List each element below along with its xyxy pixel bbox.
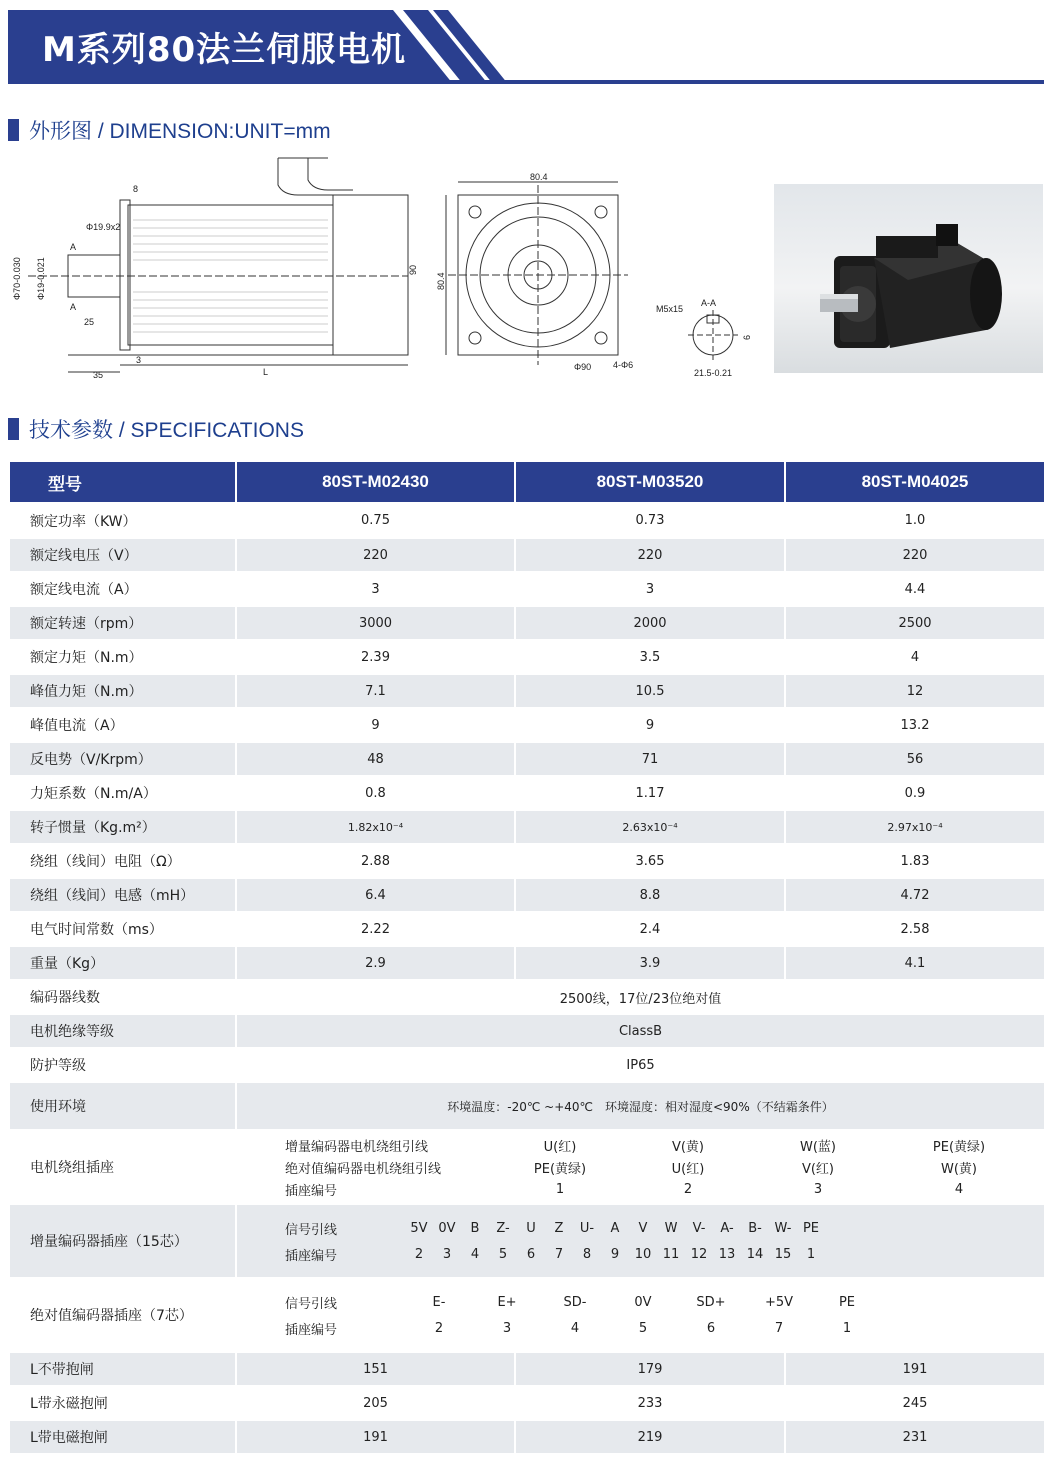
inc-signal-cell: A [610, 1220, 620, 1236]
inc-signal-cell: B [470, 1220, 480, 1236]
dim-6: 6 [742, 334, 752, 340]
cell: 4 [786, 641, 1044, 673]
winding-label: 电机绕组插座 [10, 1131, 235, 1203]
inc-signal-cell: W [664, 1220, 678, 1236]
cell: 2.58 [786, 913, 1044, 945]
winding-val: PE(黄绿) [533, 1161, 587, 1177]
abs-pin-cell: 1 [842, 1320, 852, 1336]
cell: 0.9 [786, 777, 1044, 809]
table-row [10, 1131, 1044, 1203]
abs-pin-cell: 4 [570, 1320, 580, 1336]
dim-25: 25 [84, 317, 95, 327]
inc-pin-cell: 9 [610, 1246, 620, 1262]
cell: 0.73 [516, 504, 784, 537]
winding-val: V(红) [801, 1161, 835, 1177]
title-banner [8, 10, 1044, 84]
winding-key: 插座编号 [285, 1183, 338, 1199]
table-row [10, 913, 1044, 945]
cell: 0.8 [237, 777, 514, 809]
cell: 191 [237, 1421, 514, 1453]
table-row [10, 539, 1044, 571]
dim-holes: 4-Φ6 [613, 360, 634, 370]
winding-row-2 [237, 1156, 1044, 1178]
cell: 1.17 [516, 777, 784, 809]
row-label: 力矩系数（N.m/A） [10, 777, 235, 809]
inc-signal-cell: B- [748, 1220, 762, 1236]
header-model-3: 80ST-M04025 [786, 462, 1044, 502]
cell: 71 [516, 743, 784, 775]
cell: 10.5 [516, 675, 784, 707]
dim-key: Φ19.9x2 [86, 222, 121, 232]
abs-encoder-label: 绝对值编码器插座（7芯） [10, 1279, 235, 1351]
dim-3: 3 [136, 355, 142, 365]
heading-bar [8, 418, 19, 440]
row-label: 重量（Kg） [10, 947, 235, 979]
dimension-drawing [8, 150, 768, 385]
dimension-heading [8, 115, 331, 145]
row-label: 额定功率（KW） [10, 504, 235, 537]
row-label: 峰值电流（A） [10, 709, 235, 741]
table-row [10, 1049, 1044, 1081]
winding-block [237, 1131, 1044, 1203]
row-label: 防护等级 [10, 1049, 235, 1081]
dim-a-top: A [70, 242, 77, 252]
header-model: 型号 [10, 462, 235, 502]
abs-pin-cell: 6 [706, 1320, 716, 1336]
cell: 151 [237, 1353, 514, 1385]
table-row [10, 845, 1044, 877]
cell: 3 [237, 573, 514, 605]
table-row [10, 607, 1044, 639]
row-label: L带永磁抱闸 [10, 1387, 235, 1419]
winding-key: 绝对值编码器电机绕组引线 [285, 1161, 442, 1177]
inc-pin-cell: 4 [470, 1246, 480, 1262]
abs-encoder-block [237, 1279, 1044, 1351]
inc-pin-cell: 2 [414, 1246, 424, 1262]
inc-signal-cell: Z- [496, 1220, 510, 1236]
cell: 220 [516, 539, 784, 571]
cell: 3.5 [516, 641, 784, 673]
inc-pin-cell: 5 [498, 1246, 508, 1262]
inc-pin-cell: 12 [690, 1246, 708, 1262]
inc-pin-cell: 14 [746, 1246, 764, 1262]
cell: 9 [237, 709, 514, 741]
inc-pin-key: 插座编号 [285, 1248, 338, 1264]
abs-signal-cell: PE [838, 1294, 856, 1310]
table-row [10, 1387, 1044, 1419]
abs-pin-row [237, 1315, 1044, 1341]
inc-signal-cell: PE [802, 1220, 820, 1236]
abs-pins [405, 1321, 881, 1336]
table-row [10, 573, 1044, 605]
dim-19: Φ19-0.021 [36, 257, 46, 300]
cell: 1.83 [786, 845, 1044, 877]
cell: 48 [237, 743, 514, 775]
cell: 220 [237, 539, 514, 571]
abs-signal-row [237, 1289, 1044, 1315]
inc-signal-cell: W- [774, 1220, 792, 1236]
winding-val: 2 [683, 1181, 693, 1197]
page-title: M系列80法兰伺服电机 [42, 30, 407, 70]
winding-val: 3 [813, 1181, 823, 1197]
cell: 191 [786, 1353, 1044, 1385]
specifications-heading-text: 技术参数 / SPECIFICATIONS [29, 419, 304, 442]
inc-pin-cell: 10 [634, 1246, 652, 1262]
row-label: 编码器线数 [10, 981, 235, 1013]
cell: 8.8 [516, 879, 784, 911]
inc-signal-cell: A- [720, 1220, 734, 1236]
cell: 220 [786, 539, 1044, 571]
cell: 2.22 [237, 913, 514, 945]
cell: 179 [516, 1353, 784, 1385]
row-label: 使用环境 [10, 1083, 235, 1129]
abs-signal-cell: SD- [563, 1294, 587, 1310]
cell: 233 [516, 1387, 784, 1419]
table-row [10, 1353, 1044, 1385]
inc-pin-cell: 13 [718, 1246, 736, 1262]
table-row [10, 947, 1044, 979]
table-row [10, 777, 1044, 809]
row-label: 额定线电压（V） [10, 539, 235, 571]
winding-val: 1 [555, 1181, 565, 1197]
inc-pins [405, 1247, 825, 1262]
inc-signals [405, 1221, 825, 1236]
dim-aa: A-A [701, 298, 717, 308]
cell: 2.9 [237, 947, 514, 979]
winding-val: PE(黄绿) [932, 1139, 986, 1155]
table-row [10, 811, 1044, 843]
abs-signal-cell: E- [432, 1294, 446, 1310]
table-row [10, 879, 1044, 911]
cell: 245 [786, 1387, 1044, 1419]
dim-phi90: Φ90 [574, 362, 592, 372]
cell: 13.2 [786, 709, 1044, 741]
abs-signal-cell: +5V [764, 1294, 794, 1310]
table-row [10, 743, 1044, 775]
inc-pin-cell: 15 [774, 1246, 792, 1262]
merged-cell: 2500线，17位/23位绝对值 [237, 981, 1044, 1013]
inc-signal-cell: 0V [438, 1220, 456, 1236]
table-row [10, 1015, 1044, 1047]
winding-val: 4 [954, 1181, 964, 1197]
cell: 1.82x10⁻⁴ [237, 811, 514, 843]
dim-l: L [263, 367, 269, 377]
abs-signal-cell: E+ [497, 1294, 517, 1310]
abs-signal-cell: SD+ [696, 1294, 726, 1310]
inc-signal-cell: U- [579, 1220, 595, 1236]
cell: 4.4 [786, 573, 1044, 605]
cell: 231 [786, 1421, 1044, 1453]
merged-cell: 环境温度：-20℃ ~+40℃ 环境湿度：相对湿度<90%（不结霜条件） [237, 1083, 1044, 1129]
table-row [10, 1279, 1044, 1351]
row-label: 电气时间常数（ms） [10, 913, 235, 945]
inc-signal-cell: Z [554, 1220, 564, 1236]
specifications-heading [8, 414, 304, 444]
cell: 205 [237, 1387, 514, 1419]
merged-cell: IP65 [237, 1049, 1044, 1081]
row-label: 峰值力矩（N.m） [10, 675, 235, 707]
header-model-1: 80ST-M02430 [237, 462, 514, 502]
row-label: 转子惯量（Kg.m²） [10, 811, 235, 843]
cell: 4.72 [786, 879, 1044, 911]
abs-pin-cell: 3 [502, 1320, 512, 1336]
table-row [10, 981, 1044, 1013]
motor-photo [774, 184, 1043, 373]
abs-signal-cell: 0V [634, 1294, 652, 1310]
cell: 2.88 [237, 845, 514, 877]
dim-35: 35 [93, 370, 104, 380]
cell: 2000 [516, 607, 784, 639]
cell: 3.65 [516, 845, 784, 877]
winding-val: U(红) [543, 1139, 577, 1155]
row-label: L不带抱闸 [10, 1353, 235, 1385]
inc-signal-key: 信号引线 [285, 1222, 338, 1238]
dim-804-top: 80.4 [530, 172, 548, 182]
dim-90: 90 [408, 264, 418, 275]
row-label: 额定转速（rpm） [10, 607, 235, 639]
winding-val: U(红) [671, 1161, 705, 1177]
inc-encoder-block [237, 1205, 1044, 1277]
table-row [10, 504, 1044, 537]
cell: 2.63x10⁻⁴ [516, 811, 784, 843]
dim-215: 21.5-0.21 [694, 368, 733, 378]
row-label: L带电磁抱闸 [10, 1421, 235, 1453]
inc-signal-cell: V- [692, 1220, 706, 1236]
abs-pin-cell: 5 [638, 1320, 648, 1336]
table-row [10, 1083, 1044, 1129]
table-header-row [10, 462, 1044, 502]
heading-bar [8, 119, 19, 141]
inc-encoder-label: 增量编码器插座（15芯） [10, 1205, 235, 1277]
inc-pin-cell: 7 [554, 1246, 564, 1262]
dim-804-side: 80.4 [436, 272, 446, 290]
cell: 56 [786, 743, 1044, 775]
inc-signal-cell: U [526, 1220, 536, 1236]
cell: 6.4 [237, 879, 514, 911]
winding-row-3 [237, 1178, 1044, 1200]
row-label: 反电势（V/Krpm） [10, 743, 235, 775]
winding-row-1 [237, 1134, 1044, 1156]
cell: 3.9 [516, 947, 784, 979]
cell: 4.1 [786, 947, 1044, 979]
cell: 2.97x10⁻⁴ [786, 811, 1044, 843]
abs-signal-key: 信号引线 [285, 1296, 338, 1312]
table-row [10, 675, 1044, 707]
winding-val: V(黄) [671, 1139, 705, 1155]
inc-signal-cell: V [638, 1220, 648, 1236]
dim-a-bottom: A [70, 302, 77, 312]
cell: 2.39 [237, 641, 514, 673]
cell: 9 [516, 709, 784, 741]
inc-pin-cell: 8 [582, 1246, 592, 1262]
inc-pin-cell: 3 [442, 1246, 452, 1262]
cell: 1.0 [786, 504, 1044, 537]
cell: 3 [516, 573, 784, 605]
header-model-2: 80ST-M03520 [516, 462, 784, 502]
winding-val: W(黄) [941, 1161, 977, 1177]
inc-pin-cell: 11 [662, 1246, 680, 1262]
abs-pin-cell: 2 [434, 1320, 444, 1336]
inc-signal-cell: 5V [410, 1220, 428, 1236]
merged-cell: ClassB [237, 1015, 1044, 1047]
cell: 2.4 [516, 913, 784, 945]
row-label: 额定力矩（N.m） [10, 641, 235, 673]
dim-m5: M5x15 [656, 304, 684, 314]
row-label: 绕组（线间）电阻（Ω） [10, 845, 235, 877]
row-label: 额定线电流（A） [10, 573, 235, 605]
dim-70: Φ70-0.030 [12, 257, 22, 300]
dim-8: 8 [133, 184, 139, 194]
cell: 7.1 [237, 675, 514, 707]
abs-pin-cell: 7 [774, 1320, 784, 1336]
table-row [10, 1421, 1044, 1453]
cell: 3000 [237, 607, 514, 639]
cell: 0.75 [237, 504, 514, 537]
inc-pin-row [237, 1241, 1044, 1267]
dimension-heading-text: 外形图 / DIMENSION:UNIT=mm [29, 120, 331, 143]
table-row [10, 709, 1044, 741]
winding-key: 增量编码器电机绕组引线 [285, 1139, 429, 1155]
motor-illustration [774, 184, 1043, 373]
abs-signals [405, 1295, 881, 1310]
cell: 219 [516, 1421, 784, 1453]
winding-val: W(蓝) [800, 1139, 836, 1155]
row-label: 绕组（线间）电感（mH） [10, 879, 235, 911]
cell: 2500 [786, 607, 1044, 639]
cell: 12 [786, 675, 1044, 707]
inc-signal-row [237, 1215, 1044, 1241]
inc-pin-cell: 1 [806, 1246, 816, 1262]
row-label: 电机绝缘等级 [10, 1015, 235, 1047]
inc-pin-cell: 6 [526, 1246, 536, 1262]
abs-pin-key: 插座编号 [285, 1322, 338, 1338]
spec-table [8, 460, 1046, 1455]
table-row [10, 1205, 1044, 1277]
table-row [10, 641, 1044, 673]
